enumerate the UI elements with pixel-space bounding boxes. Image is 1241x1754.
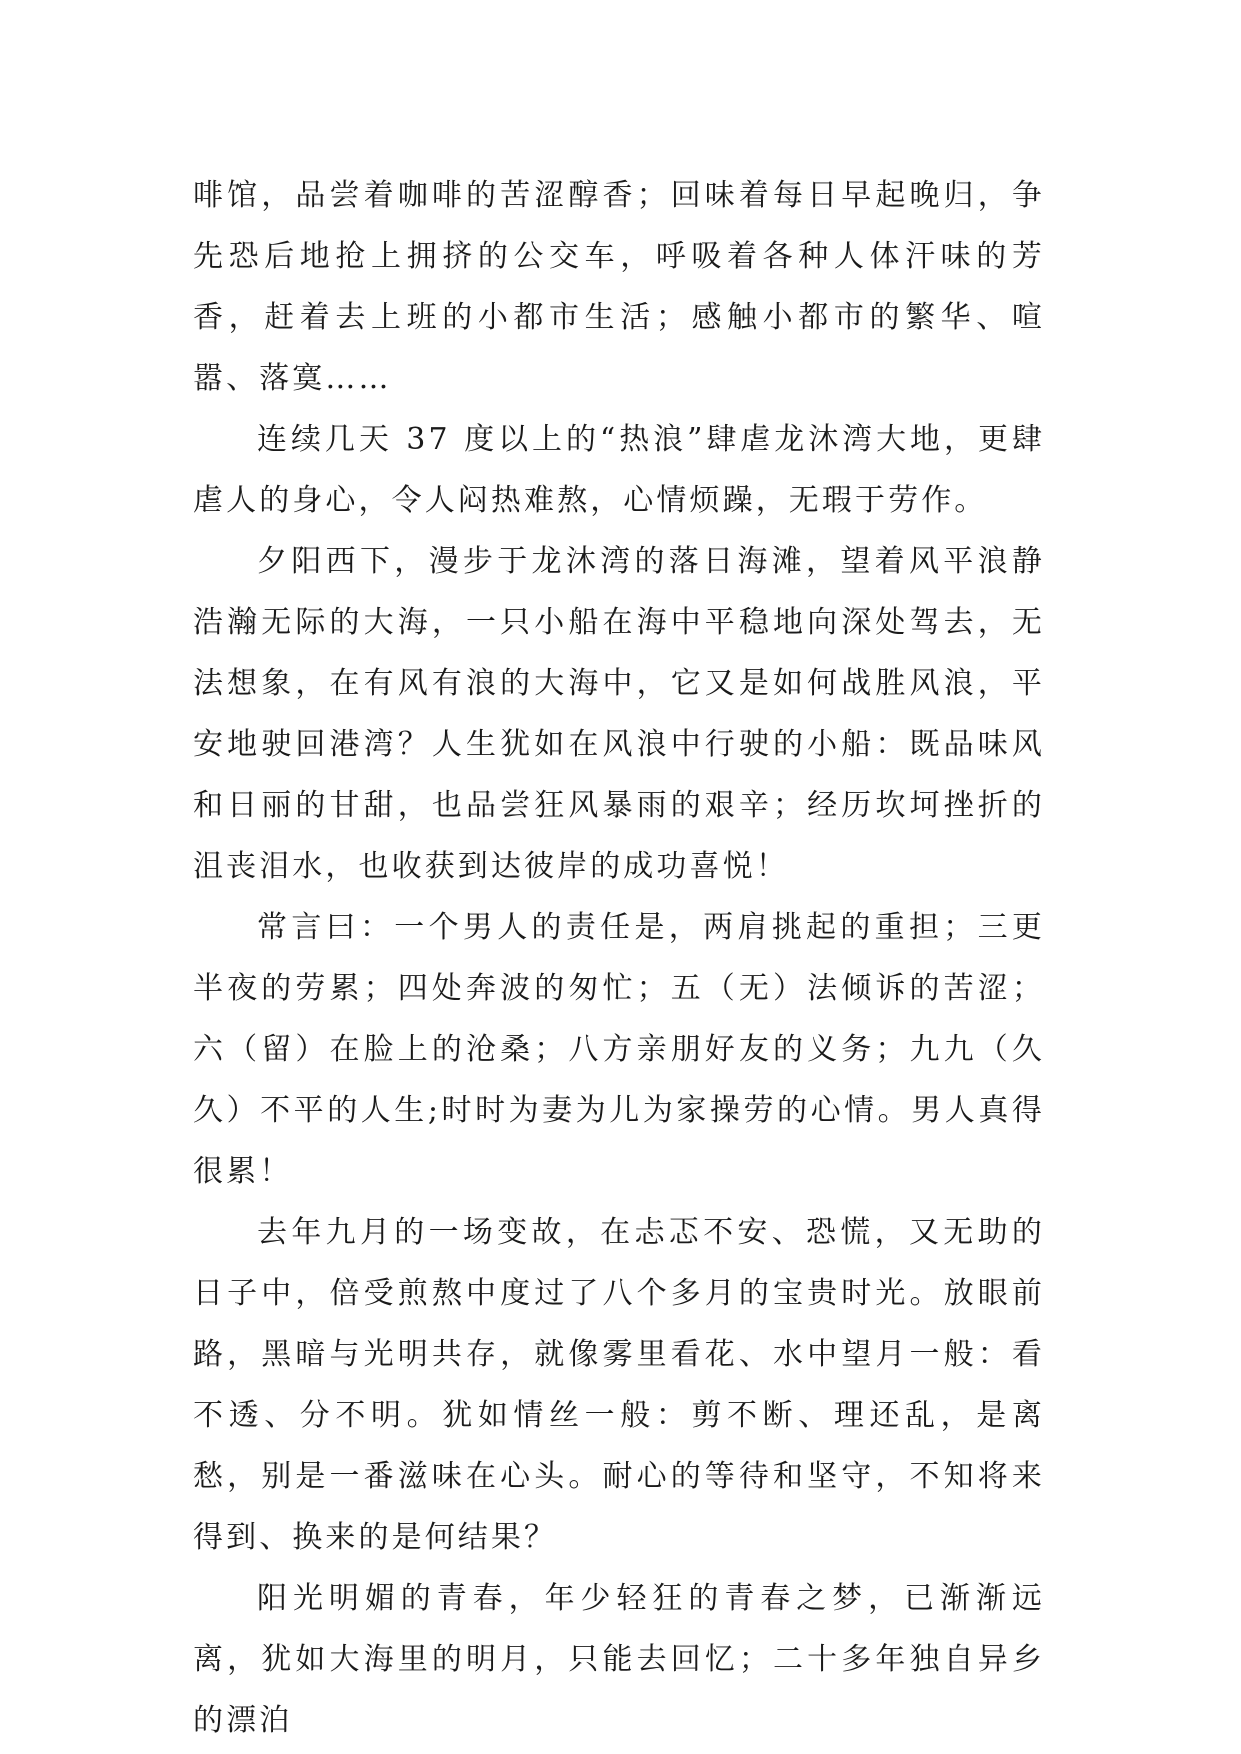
- paragraph-1: 啡馆，品尝着咖啡的苦涩醇香；回味着每日早起晚归，争先恐后地抢上拥挤的公交车，呼吸着各种人体汗味的芳香，赶着去上班的小都市生活；感触小都市的繁华、喧嚣、落寞……: [193, 178, 1045, 396]
- paragraph-6: 阳光明媚的青春，年少轻狂的青春之梦，已渐渐远离，犹如大海里的明月，只能去回忆；二十多年独自异乡的漂泊: [193, 1581, 1045, 1738]
- paragraph-2: 连续几天 37 度以上的“热浪”肆虐龙沐湾大地，更肆虐人的身心，令人闷热难熬，心情烦躁，无瑕于劳作。: [193, 422, 1045, 518]
- paragraph-4: 常言曰：一个男人的责任是，两肩挑起的重担；三更半夜的劳累；四处奔波的匆忙；五（无）法倾诉的苦涩；六（留）在脸上的沧桑；八方亲朋好友的义务；九九（久久）不平的人生;时时为妻为儿为家操劳的心情。男人真得很累！: [193, 910, 1045, 1189]
- paragraph-5: 去年九月的一场变故，在忐忑不安、恐慌，又无助的日子中，倍受煎熬中度过了八个多月的宝贵时光。放眼前路，黑暗与光明共存，就像雾里看花、水中望月一般：看不透、分不明。犹如情丝一般：剪不断、理还乱，是离愁，别是一番滋味在心头。耐心的等待和坚守，不知将来得到、换来的是何结果？: [193, 1215, 1045, 1555]
- paragraph-3: 夕阳西下，漫步于龙沐湾的落日海滩，望着风平浪静浩瀚无际的大海，一只小船在海中平稳地向深处驾去，无法想象，在有风有浪的大海中，它又是如何战胜风浪，平安地驶回港湾？人生犹如在风浪中行驶的小船：既品味风和日丽的甘甜，也品尝狂风暴雨的艰辛；经历坎坷挫折的沮丧泪水，也收获到达彼岸的成功喜悦！: [193, 544, 1045, 884]
- body-text: [193, 165, 1045, 1751]
